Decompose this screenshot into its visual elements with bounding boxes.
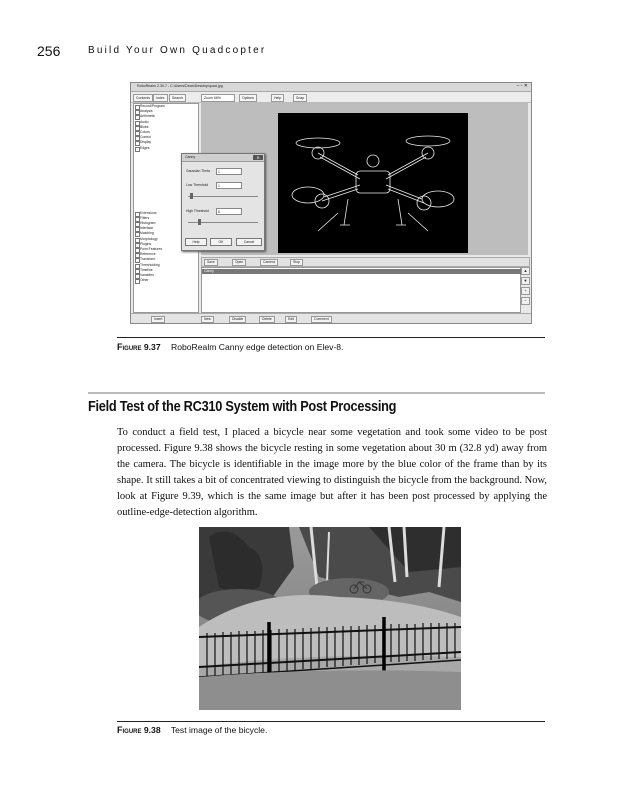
canny-dialog [181, 153, 265, 251]
roborealm-screenshot [130, 82, 532, 324]
help-button[interactable]: Help [271, 94, 284, 102]
tree-item[interactable]: Timeline [134, 268, 198, 273]
low-threshold-input[interactable] [216, 182, 242, 189]
list-side-buttons [521, 267, 529, 311]
gaussian-theta-input[interactable] [216, 168, 242, 175]
figure-caption-text: Test image of the bicycle. [170, 725, 268, 735]
tree-item[interactable]: Audio [134, 120, 198, 125]
dialog-title: Canny [185, 155, 196, 159]
tree-item[interactable]: Thresholding [134, 263, 198, 268]
cancel-button[interactable]: Cancel [236, 238, 262, 246]
running-head: Build Your Own Quadcopter [88, 45, 267, 56]
figure-caption-text: RoboRealm Canny edge detection on Elev-8. [171, 342, 344, 352]
tree-item[interactable]: Variables [134, 273, 198, 278]
high-threshold-value: 8 [218, 210, 220, 214]
tree-item[interactable]: Display [134, 140, 198, 145]
zoom-select[interactable]: Zoom 66% [201, 94, 235, 102]
tree-item[interactable]: Blobs [134, 125, 198, 130]
bicycle-photo [199, 527, 461, 710]
edge-detected-image [278, 113, 468, 253]
figure-rule [117, 721, 545, 722]
bottom-toolbar [131, 313, 531, 323]
pipeline-list [201, 267, 521, 313]
figure-caption [117, 342, 343, 352]
gaussian-theta-value: 1 [218, 170, 220, 174]
figure-caption [117, 725, 267, 735]
stop-button[interactable]: Stop [290, 259, 303, 266]
high-threshold-label: High Threshold [186, 209, 209, 213]
quadcopter-edge-drawing [278, 113, 468, 253]
section-heading: Field Test of the RC310 System with Post Processing [88, 399, 397, 415]
remove-icon[interactable]: − [521, 297, 530, 305]
window-titlebar [131, 83, 531, 92]
tree-item[interactable]: Record/Program [134, 104, 198, 109]
dialog-titlebar [182, 154, 264, 162]
edit-button[interactable]: Edit [285, 316, 297, 323]
gaussian-theta-label: Gaussian Theta [186, 169, 210, 173]
slider-knob[interactable] [198, 219, 201, 225]
tree-item[interactable]: Matching [134, 231, 198, 236]
body-paragraph: To conduct a field test, I placed a bicycle near some vegetation and took some video to be post processed. Figure 9.38 shows the bicycle resting in some vegetation about 30 m (32.8 yd) away from the camera. The bicycle is identifiable in the image more by the blue color of the frame than by its shape. It still takes a bit of concentrated viewing to distinguish the bicycle from the background. Now, look at Figure 9.39, which is the same image but after it has been post processed by applying the outline-edge-detection algorithm. [117, 427, 547, 518]
tree-item[interactable]: Reference [134, 252, 198, 257]
tree-item[interactable]: Arithmetic [134, 114, 198, 119]
delete-button[interactable]: Delete [259, 316, 275, 323]
section-rule [88, 392, 545, 394]
slider-knob[interactable] [190, 193, 193, 199]
tab-index[interactable]: Index [153, 94, 168, 102]
tree-item[interactable]: Transform [134, 257, 198, 262]
move-up-icon[interactable]: ▲ [521, 267, 530, 275]
options-button[interactable]: Options [239, 94, 257, 102]
new-button[interactable]: New [201, 316, 214, 323]
disable-button[interactable]: Disable [229, 316, 246, 323]
tree-item[interactable]: Edges [134, 146, 198, 151]
move-down-icon[interactable]: ▼ [521, 277, 530, 285]
camera-button[interactable]: Camera [260, 259, 278, 266]
window-controls[interactable]: – ▫ ✕ [516, 83, 528, 89]
tree-item[interactable]: Extensions [134, 211, 198, 216]
tree-item[interactable]: Interface [134, 226, 198, 231]
main-toolbar [131, 92, 531, 103]
tab-contents[interactable]: Contents [133, 94, 153, 102]
high-threshold-slider[interactable] [188, 222, 258, 223]
low-threshold-label: Low Threshold [186, 183, 209, 187]
figure-number: 9.38 [143, 725, 161, 735]
tree-item[interactable]: Control [134, 135, 198, 140]
page-number: 256 [37, 43, 61, 59]
close-icon[interactable]: ✕ [253, 155, 263, 160]
tree-item[interactable]: Analysis [134, 109, 198, 114]
figure-label: Figure [117, 725, 142, 735]
low-threshold-slider[interactable] [188, 196, 258, 197]
tree-item[interactable]: Histogram [134, 221, 198, 226]
list-item-selected[interactable]: Canny [202, 269, 522, 274]
window-title: RoboRealm 2.30.7 - C:\Users\Dean\Desktop\quad.jpg [137, 84, 223, 88]
tree-item[interactable]: Colors [134, 130, 198, 135]
tree-item[interactable]: Plugins [134, 242, 198, 247]
figure-number: 9.37 [143, 342, 161, 352]
figure-label: Figure [117, 342, 142, 352]
file-toolbar [201, 257, 530, 267]
tree-item[interactable]: Filters [134, 216, 198, 221]
save-button[interactable]: Save [204, 259, 218, 266]
tree-item[interactable]: Morphology [134, 237, 198, 242]
tab-search[interactable]: Search [169, 94, 186, 102]
open-button[interactable]: Open [232, 259, 246, 266]
tree-item[interactable]: Other [134, 278, 198, 283]
snap-button[interactable]: Snap [293, 94, 307, 102]
high-threshold-input[interactable] [216, 208, 242, 215]
ok-button[interactable]: OK [210, 238, 232, 246]
comment-button[interactable]: Comment [311, 316, 332, 323]
bicycle-photo-drawing [199, 527, 461, 710]
figure-rule [117, 337, 545, 338]
add-icon[interactable]: + [521, 287, 530, 295]
help-button[interactable]: Help [185, 238, 207, 246]
low-threshold-value: 1 [218, 184, 220, 188]
tree-item[interactable]: Point Features [134, 247, 198, 252]
insert-button[interactable]: Insert [151, 316, 165, 323]
